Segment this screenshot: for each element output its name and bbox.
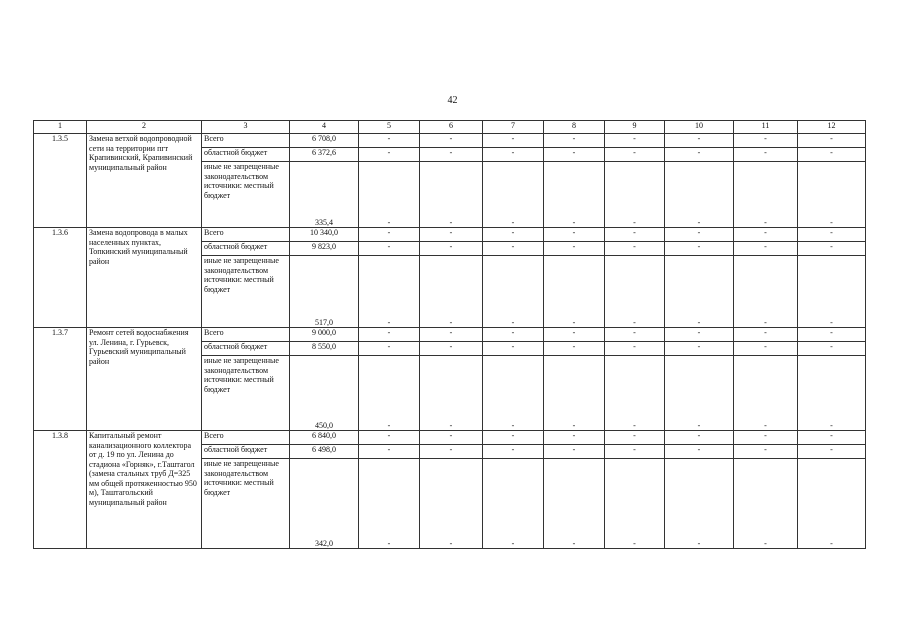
funding-source-label: иные не запрещенные законодательством источники: местный бюджет <box>202 459 290 549</box>
empty-year-cell: - <box>420 445 483 459</box>
row-description: Капитальный ремонт канализационного коллектора от д. 19 по ул. Ленина до стадиона «Горняк», г.Таштагол (замена стальных труб Д=325 мм общей протяженностью 950 м), Таштагольский муниципальный район <box>87 431 202 549</box>
empty-year-cell: - <box>605 256 665 328</box>
empty-year-cell: - <box>665 242 734 256</box>
row-code: 1.3.6 <box>34 228 87 328</box>
empty-year-cell: - <box>483 242 544 256</box>
table-row-total <box>34 134 866 148</box>
empty-year-cell: - <box>483 356 544 431</box>
empty-year-cell: - <box>420 162 483 228</box>
empty-year-cell: - <box>798 431 866 445</box>
budget-table <box>33 120 866 549</box>
funding-source-label: областной бюджет <box>202 148 290 162</box>
empty-year-cell: - <box>483 431 544 445</box>
empty-year-cell: - <box>605 459 665 549</box>
row-code: 1.3.7 <box>34 328 87 431</box>
empty-year-cell: - <box>734 459 798 549</box>
row-description: Ремонт сетей водоснабжения ул. Ленина, г. Гурьевск, Гурьевский муниципальный район <box>87 328 202 431</box>
empty-year-cell: - <box>544 162 605 228</box>
funding-source-label: Всего <box>202 431 290 445</box>
empty-year-cell: - <box>483 134 544 148</box>
empty-year-cell: - <box>483 256 544 328</box>
empty-year-cell: - <box>665 431 734 445</box>
empty-year-cell: - <box>605 162 665 228</box>
empty-year-cell: - <box>359 431 420 445</box>
empty-year-cell: - <box>420 256 483 328</box>
table-row-total <box>34 228 866 242</box>
empty-year-cell: - <box>665 148 734 162</box>
empty-year-cell: - <box>734 228 798 242</box>
funding-source-label: областной бюджет <box>202 342 290 356</box>
empty-year-cell: - <box>359 148 420 162</box>
column-header: 4 <box>290 121 359 134</box>
empty-year-cell: - <box>798 148 866 162</box>
funding-source-label: областной бюджет <box>202 445 290 459</box>
row-description: Замена водопровода в малых населенных пунктах, Топкинский муниципальный район <box>87 228 202 328</box>
empty-year-cell: - <box>359 162 420 228</box>
column-header: 12 <box>798 121 866 134</box>
empty-year-cell: - <box>544 459 605 549</box>
empty-year-cell: - <box>665 445 734 459</box>
funding-amount: 517,0 <box>290 256 359 328</box>
funding-amount: 335,4 <box>290 162 359 228</box>
empty-year-cell: - <box>734 356 798 431</box>
funding-amount: 10 340,0 <box>290 228 359 242</box>
empty-year-cell: - <box>665 342 734 356</box>
empty-year-cell: - <box>798 356 866 431</box>
empty-year-cell: - <box>483 148 544 162</box>
table-row-total <box>34 328 866 342</box>
empty-year-cell: - <box>544 228 605 242</box>
empty-year-cell: - <box>605 445 665 459</box>
row-code: 1.3.5 <box>34 134 87 228</box>
empty-year-cell: - <box>798 228 866 242</box>
empty-year-cell: - <box>734 148 798 162</box>
column-header: 1 <box>34 121 87 134</box>
column-header: 5 <box>359 121 420 134</box>
column-header: 7 <box>483 121 544 134</box>
empty-year-cell: - <box>665 459 734 549</box>
empty-year-cell: - <box>734 134 798 148</box>
empty-year-cell: - <box>544 242 605 256</box>
empty-year-cell: - <box>483 445 544 459</box>
funding-source-label: Всего <box>202 134 290 148</box>
empty-year-cell: - <box>544 134 605 148</box>
empty-year-cell: - <box>359 134 420 148</box>
empty-year-cell: - <box>359 356 420 431</box>
empty-year-cell: - <box>544 342 605 356</box>
funding-amount: 342,0 <box>290 459 359 549</box>
table-row-total <box>34 431 866 445</box>
empty-year-cell: - <box>605 431 665 445</box>
empty-year-cell: - <box>605 342 665 356</box>
empty-year-cell: - <box>665 162 734 228</box>
empty-year-cell: - <box>359 328 420 342</box>
column-header: 8 <box>544 121 605 134</box>
empty-year-cell: - <box>420 328 483 342</box>
table-body <box>34 121 866 549</box>
empty-year-cell: - <box>734 256 798 328</box>
empty-year-cell: - <box>734 242 798 256</box>
row-code: 1.3.8 <box>34 431 87 549</box>
empty-year-cell: - <box>605 356 665 431</box>
empty-year-cell: - <box>544 256 605 328</box>
empty-year-cell: - <box>420 459 483 549</box>
empty-year-cell: - <box>734 431 798 445</box>
empty-year-cell: - <box>420 134 483 148</box>
empty-year-cell: - <box>605 328 665 342</box>
empty-year-cell: - <box>544 148 605 162</box>
empty-year-cell: - <box>483 162 544 228</box>
empty-year-cell: - <box>544 445 605 459</box>
empty-year-cell: - <box>665 134 734 148</box>
empty-year-cell: - <box>798 256 866 328</box>
funding-amount: 8 550,0 <box>290 342 359 356</box>
empty-year-cell: - <box>665 256 734 328</box>
funding-amount: 6 498,0 <box>290 445 359 459</box>
funding-source-label: Всего <box>202 228 290 242</box>
column-header: 2 <box>87 121 202 134</box>
funding-source-label: иные не запрещенные законодательством источники: местный бюджет <box>202 162 290 228</box>
empty-year-cell: - <box>798 242 866 256</box>
empty-year-cell: - <box>359 228 420 242</box>
empty-year-cell: - <box>665 356 734 431</box>
column-header: 9 <box>605 121 665 134</box>
empty-year-cell: - <box>420 342 483 356</box>
empty-year-cell: - <box>359 342 420 356</box>
funding-amount: 6 840,0 <box>290 431 359 445</box>
funding-source-label: иные не запрещенные законодательством источники: местный бюджет <box>202 256 290 328</box>
empty-year-cell: - <box>420 356 483 431</box>
empty-year-cell: - <box>544 431 605 445</box>
empty-year-cell: - <box>483 342 544 356</box>
empty-year-cell: - <box>605 148 665 162</box>
empty-year-cell: - <box>420 228 483 242</box>
empty-year-cell: - <box>734 328 798 342</box>
empty-year-cell: - <box>544 328 605 342</box>
empty-year-cell: - <box>665 328 734 342</box>
empty-year-cell: - <box>734 445 798 459</box>
empty-year-cell: - <box>359 242 420 256</box>
funding-amount: 9 823,0 <box>290 242 359 256</box>
empty-year-cell: - <box>798 162 866 228</box>
empty-year-cell: - <box>483 328 544 342</box>
empty-year-cell: - <box>359 445 420 459</box>
funding-amount: 9 000,0 <box>290 328 359 342</box>
column-header: 11 <box>734 121 798 134</box>
empty-year-cell: - <box>420 242 483 256</box>
empty-year-cell: - <box>798 459 866 549</box>
empty-year-cell: - <box>483 459 544 549</box>
empty-year-cell: - <box>798 328 866 342</box>
funding-amount: 450,0 <box>290 356 359 431</box>
funding-amount: 6 708,0 <box>290 134 359 148</box>
column-header: 10 <box>665 121 734 134</box>
empty-year-cell: - <box>734 162 798 228</box>
empty-year-cell: - <box>798 445 866 459</box>
empty-year-cell: - <box>798 134 866 148</box>
page-number: 42 <box>447 95 458 106</box>
empty-year-cell: - <box>420 148 483 162</box>
column-header: 6 <box>420 121 483 134</box>
empty-year-cell: - <box>605 228 665 242</box>
empty-year-cell: - <box>605 134 665 148</box>
funding-source-label: иные не запрещенные законодательством источники: местный бюджет <box>202 356 290 431</box>
empty-year-cell: - <box>665 228 734 242</box>
row-description: Замена ветхой водопроводной сети на территории пгт Крапивинский, Крапивинский муниципальный район <box>87 134 202 228</box>
empty-year-cell: - <box>359 459 420 549</box>
empty-year-cell: - <box>734 342 798 356</box>
empty-year-cell: - <box>605 242 665 256</box>
empty-year-cell: - <box>544 356 605 431</box>
column-header: 3 <box>202 121 290 134</box>
empty-year-cell: - <box>359 256 420 328</box>
funding-amount: 6 372,6 <box>290 148 359 162</box>
column-header-row <box>34 121 866 134</box>
empty-year-cell: - <box>420 431 483 445</box>
funding-source-label: областной бюджет <box>202 242 290 256</box>
empty-year-cell: - <box>483 228 544 242</box>
funding-source-label: Всего <box>202 328 290 342</box>
empty-year-cell: - <box>798 342 866 356</box>
